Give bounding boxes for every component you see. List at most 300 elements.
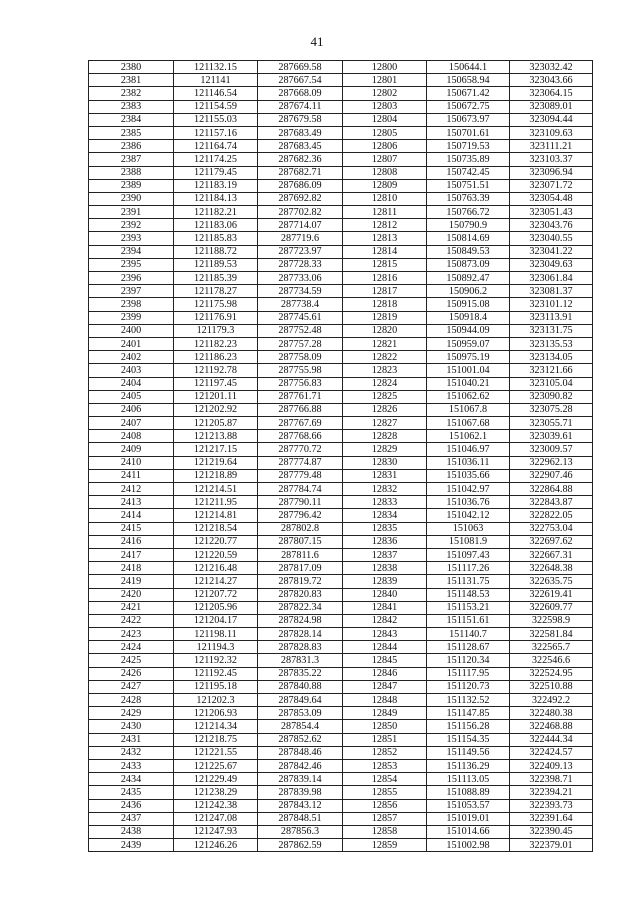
x-coordinate-right: 151113.05	[427, 773, 510, 786]
x-coordinate-right: 151149.56	[427, 746, 510, 759]
point-id-right: 12852	[343, 746, 427, 759]
y-coordinate-left: 287702.82	[258, 206, 343, 219]
table-row	[89, 469, 593, 482]
x-coordinate-right: 150751.51	[427, 179, 510, 192]
x-coordinate-left: 121189.53	[174, 258, 258, 271]
point-id-left: 2421	[89, 601, 174, 614]
table-row	[89, 812, 593, 825]
x-coordinate-left: 121220.77	[174, 535, 258, 548]
point-id-right: 12829	[343, 443, 427, 456]
y-coordinate-left: 287849.64	[258, 694, 343, 707]
table-row	[89, 153, 593, 166]
coordinate-table-container	[88, 60, 592, 852]
y-coordinate-left: 287848.51	[258, 812, 343, 825]
x-coordinate-left: 121217.15	[174, 443, 258, 456]
y-coordinate-right: 322393.73	[510, 799, 593, 812]
x-coordinate-left: 121214.81	[174, 509, 258, 522]
x-coordinate-right: 150873.09	[427, 258, 510, 271]
x-coordinate-left: 121202.92	[174, 403, 258, 416]
table-row	[89, 74, 593, 87]
x-coordinate-left: 121246.26	[174, 839, 258, 852]
x-coordinate-right: 150742.45	[427, 166, 510, 179]
y-coordinate-right: 323134.05	[510, 351, 593, 364]
point-id-right: 12818	[343, 298, 427, 311]
table-row	[89, 496, 593, 509]
x-coordinate-left: 121206.93	[174, 707, 258, 720]
point-id-left: 2400	[89, 324, 174, 337]
y-coordinate-left: 287839.14	[258, 773, 343, 786]
point-id-right: 12802	[343, 87, 427, 100]
x-coordinate-left: 121183.06	[174, 219, 258, 232]
y-coordinate-left: 287728.33	[258, 258, 343, 271]
point-id-right: 12801	[343, 74, 427, 87]
y-coordinate-left: 287822.34	[258, 601, 343, 614]
y-coordinate-left: 287790.11	[258, 496, 343, 509]
x-coordinate-right: 151120.73	[427, 680, 510, 693]
point-id-right: 12853	[343, 759, 427, 772]
point-id-right: 12827	[343, 417, 427, 430]
point-id-left: 2428	[89, 694, 174, 707]
point-id-right: 12831	[343, 469, 427, 482]
x-coordinate-right: 151014.66	[427, 825, 510, 838]
point-id-left: 2416	[89, 535, 174, 548]
x-coordinate-right: 150849.53	[427, 245, 510, 258]
y-coordinate-right: 322962.13	[510, 456, 593, 469]
x-coordinate-right: 151035.66	[427, 469, 510, 482]
table-row	[89, 417, 593, 430]
point-id-left: 2409	[89, 443, 174, 456]
y-coordinate-right: 323075.28	[510, 403, 593, 416]
y-coordinate-right: 323055.71	[510, 417, 593, 430]
point-id-left: 2430	[89, 720, 174, 733]
x-coordinate-right: 151062.62	[427, 390, 510, 403]
y-coordinate-right: 322444.34	[510, 733, 593, 746]
table-row	[89, 548, 593, 561]
point-id-left: 2436	[89, 799, 174, 812]
x-coordinate-right: 151002.98	[427, 839, 510, 852]
y-coordinate-left: 287839.98	[258, 786, 343, 799]
y-coordinate-right: 322424.57	[510, 746, 593, 759]
point-id-right: 12805	[343, 126, 427, 139]
y-coordinate-right: 323111.21	[510, 140, 593, 153]
x-coordinate-right: 151088.89	[427, 786, 510, 799]
point-id-right: 12811	[343, 206, 427, 219]
x-coordinate-right: 150892.47	[427, 272, 510, 285]
y-coordinate-right: 322635.75	[510, 575, 593, 588]
point-id-right: 12826	[343, 403, 427, 416]
y-coordinate-left: 287757.28	[258, 337, 343, 350]
point-id-left: 2397	[89, 285, 174, 298]
point-id-right: 12810	[343, 192, 427, 205]
table-row	[89, 456, 593, 469]
y-coordinate-right: 322667.31	[510, 548, 593, 561]
y-coordinate-left: 287686.09	[258, 179, 343, 192]
x-coordinate-right: 151136.29	[427, 759, 510, 772]
x-coordinate-right: 151040.21	[427, 377, 510, 390]
table-row	[89, 390, 593, 403]
x-coordinate-right: 151036.11	[427, 456, 510, 469]
y-coordinate-right: 322510.88	[510, 680, 593, 693]
y-coordinate-left: 287854.4	[258, 720, 343, 733]
table-row	[89, 799, 593, 812]
point-id-right: 12809	[343, 179, 427, 192]
x-coordinate-right: 151001.04	[427, 364, 510, 377]
table-row	[89, 522, 593, 535]
table-row	[89, 786, 593, 799]
y-coordinate-left: 287758.09	[258, 351, 343, 364]
table-row	[89, 140, 593, 153]
y-coordinate-right: 323113.91	[510, 311, 593, 324]
table-row	[89, 707, 593, 720]
x-coordinate-left: 121211.95	[174, 496, 258, 509]
x-coordinate-right: 151156.28	[427, 720, 510, 733]
y-coordinate-right: 322648.38	[510, 562, 593, 575]
x-coordinate-left: 121214.34	[174, 720, 258, 733]
x-coordinate-right: 151053.57	[427, 799, 510, 812]
x-coordinate-right: 150735.89	[427, 153, 510, 166]
y-coordinate-left: 287768.66	[258, 430, 343, 443]
y-coordinate-left: 287784.74	[258, 483, 343, 496]
y-coordinate-right: 322619.41	[510, 588, 593, 601]
x-coordinate-right: 150915.08	[427, 298, 510, 311]
y-coordinate-right: 323105.04	[510, 377, 593, 390]
point-id-right: 12857	[343, 812, 427, 825]
point-id-left: 2414	[89, 509, 174, 522]
point-id-left: 2381	[89, 74, 174, 87]
y-coordinate-right: 322391.64	[510, 812, 593, 825]
table-row	[89, 483, 593, 496]
y-coordinate-left: 287828.83	[258, 641, 343, 654]
point-id-left: 2406	[89, 403, 174, 416]
table-row	[89, 298, 593, 311]
point-id-right: 12842	[343, 614, 427, 627]
x-coordinate-left: 121186.23	[174, 351, 258, 364]
page-number: 41	[310, 34, 324, 49]
x-coordinate-right: 150671.42	[427, 87, 510, 100]
point-id-right: 12807	[343, 153, 427, 166]
table-row	[89, 773, 593, 786]
point-id-left: 2426	[89, 667, 174, 680]
table-row	[89, 535, 593, 548]
y-coordinate-left: 287862.59	[258, 839, 343, 852]
y-coordinate-left: 287668.09	[258, 87, 343, 100]
x-coordinate-left: 121247.08	[174, 812, 258, 825]
table-row	[89, 614, 593, 627]
table-row	[89, 654, 593, 667]
point-id-right: 12804	[343, 113, 427, 126]
x-coordinate-right: 150790.9	[427, 219, 510, 232]
table-row	[89, 258, 593, 271]
y-coordinate-right: 322468.88	[510, 720, 593, 733]
x-coordinate-right: 151062.1	[427, 430, 510, 443]
y-coordinate-right: 322697.62	[510, 535, 593, 548]
point-id-left: 2389	[89, 179, 174, 192]
x-coordinate-right: 151131.75	[427, 575, 510, 588]
y-coordinate-left: 287682.71	[258, 166, 343, 179]
x-coordinate-left: 121225.67	[174, 759, 258, 772]
point-id-left: 2438	[89, 825, 174, 838]
y-coordinate-left: 287733.06	[258, 272, 343, 285]
point-id-right: 12819	[343, 311, 427, 324]
point-id-left: 2423	[89, 628, 174, 641]
x-coordinate-left: 121216.48	[174, 562, 258, 575]
point-id-left: 2405	[89, 390, 174, 403]
x-coordinate-right: 150975.19	[427, 351, 510, 364]
y-coordinate-left: 287770.72	[258, 443, 343, 456]
point-id-left: 2413	[89, 496, 174, 509]
y-coordinate-left: 287820.83	[258, 588, 343, 601]
y-coordinate-left: 287714.07	[258, 219, 343, 232]
x-coordinate-left: 121176.91	[174, 311, 258, 324]
table-row	[89, 245, 593, 258]
point-id-left: 2388	[89, 166, 174, 179]
x-coordinate-left: 121194.3	[174, 641, 258, 654]
x-coordinate-right: 151063	[427, 522, 510, 535]
point-id-left: 2393	[89, 232, 174, 245]
point-id-left: 2408	[89, 430, 174, 443]
point-id-left: 2411	[89, 469, 174, 482]
y-coordinate-right: 322398.71	[510, 773, 593, 786]
y-coordinate-right: 322907.46	[510, 469, 593, 482]
point-id-right: 12850	[343, 720, 427, 733]
x-coordinate-right: 151046.97	[427, 443, 510, 456]
x-coordinate-left: 121174.25	[174, 153, 258, 166]
y-coordinate-left: 287779.48	[258, 469, 343, 482]
y-coordinate-left: 287745.61	[258, 311, 343, 324]
point-id-left: 2412	[89, 483, 174, 496]
y-coordinate-right: 323071.72	[510, 179, 593, 192]
point-id-right: 12833	[343, 496, 427, 509]
y-coordinate-left: 287802.8	[258, 522, 343, 535]
y-coordinate-right: 322565.7	[510, 641, 593, 654]
y-coordinate-left: 287835.22	[258, 667, 343, 680]
point-id-left: 2432	[89, 746, 174, 759]
x-coordinate-left: 121214.51	[174, 483, 258, 496]
point-id-right: 12859	[343, 839, 427, 852]
point-id-right: 12806	[343, 140, 427, 153]
table-row	[89, 377, 593, 390]
table-row	[89, 575, 593, 588]
table-row	[89, 839, 593, 852]
table-row	[89, 680, 593, 693]
y-coordinate-left: 287774.87	[258, 456, 343, 469]
x-coordinate-left: 121183.19	[174, 179, 258, 192]
point-id-right: 12855	[343, 786, 427, 799]
point-id-left: 2433	[89, 759, 174, 772]
point-id-right: 12848	[343, 694, 427, 707]
y-coordinate-right: 322546.6	[510, 654, 593, 667]
x-coordinate-left: 121175.98	[174, 298, 258, 311]
point-id-right: 12808	[343, 166, 427, 179]
x-coordinate-left: 121221.55	[174, 746, 258, 759]
y-coordinate-right: 322492.2	[510, 694, 593, 707]
x-coordinate-left: 121214.27	[174, 575, 258, 588]
x-coordinate-left: 121146.54	[174, 87, 258, 100]
y-coordinate-right: 323101.12	[510, 298, 593, 311]
y-coordinate-left: 287761.71	[258, 390, 343, 403]
y-coordinate-right: 323043.76	[510, 219, 593, 232]
x-coordinate-left: 121218.75	[174, 733, 258, 746]
table-row	[89, 324, 593, 337]
table-row	[89, 100, 593, 113]
table-row	[89, 825, 593, 838]
x-coordinate-right: 151147.85	[427, 707, 510, 720]
point-id-left: 2407	[89, 417, 174, 430]
point-id-right: 12858	[343, 825, 427, 838]
table-row	[89, 126, 593, 139]
table-row	[89, 759, 593, 772]
x-coordinate-left: 121179.45	[174, 166, 258, 179]
x-coordinate-left: 121184.13	[174, 192, 258, 205]
table-row	[89, 364, 593, 377]
y-coordinate-right: 323094.44	[510, 113, 593, 126]
table-row	[89, 720, 593, 733]
point-id-left: 2401	[89, 337, 174, 350]
point-id-left: 2391	[89, 206, 174, 219]
point-id-left: 2431	[89, 733, 174, 746]
x-coordinate-left: 121178.27	[174, 285, 258, 298]
x-coordinate-left: 121157.16	[174, 126, 258, 139]
x-coordinate-left: 121207.72	[174, 588, 258, 601]
x-coordinate-left: 121132.15	[174, 61, 258, 74]
point-id-left: 2410	[89, 456, 174, 469]
table-row	[89, 562, 593, 575]
y-coordinate-left: 287719.6	[258, 232, 343, 245]
point-id-right: 12840	[343, 588, 427, 601]
x-coordinate-left: 121198.11	[174, 628, 258, 641]
y-coordinate-left: 287828.14	[258, 628, 343, 641]
x-coordinate-right: 150763.39	[427, 192, 510, 205]
x-coordinate-right: 150906.2	[427, 285, 510, 298]
point-id-left: 2384	[89, 113, 174, 126]
y-coordinate-right: 323135.53	[510, 337, 593, 350]
point-id-right: 12815	[343, 258, 427, 271]
x-coordinate-left: 121141	[174, 74, 258, 87]
table-row	[89, 403, 593, 416]
x-coordinate-left: 121179.3	[174, 324, 258, 337]
x-coordinate-left: 121182.21	[174, 206, 258, 219]
x-coordinate-left: 121218.54	[174, 522, 258, 535]
x-coordinate-left: 121205.96	[174, 601, 258, 614]
point-id-left: 2398	[89, 298, 174, 311]
table-row	[89, 61, 593, 74]
table-row	[89, 694, 593, 707]
point-id-right: 12816	[343, 272, 427, 285]
y-coordinate-right: 322524.95	[510, 667, 593, 680]
x-coordinate-left: 121185.83	[174, 232, 258, 245]
point-id-left: 2419	[89, 575, 174, 588]
y-coordinate-left: 287840.88	[258, 680, 343, 693]
point-id-left: 2434	[89, 773, 174, 786]
point-id-left: 2403	[89, 364, 174, 377]
point-id-right: 12847	[343, 680, 427, 693]
point-id-left: 2395	[89, 258, 174, 271]
point-id-left: 2417	[89, 548, 174, 561]
point-id-left: 2420	[89, 588, 174, 601]
x-coordinate-left: 121220.59	[174, 548, 258, 561]
point-id-right: 12820	[343, 324, 427, 337]
x-coordinate-right: 151140.7	[427, 628, 510, 641]
y-coordinate-left: 287852.62	[258, 733, 343, 746]
y-coordinate-right: 323009.57	[510, 443, 593, 456]
point-id-right: 12824	[343, 377, 427, 390]
point-id-right: 12843	[343, 628, 427, 641]
point-id-right: 12839	[343, 575, 427, 588]
x-coordinate-left: 121247.93	[174, 825, 258, 838]
point-id-right: 12828	[343, 430, 427, 443]
y-coordinate-right: 322581.84	[510, 628, 593, 641]
point-id-right: 12851	[343, 733, 427, 746]
table-row	[89, 443, 593, 456]
x-coordinate-right: 151148.53	[427, 588, 510, 601]
y-coordinate-left: 287723.97	[258, 245, 343, 258]
point-id-left: 2385	[89, 126, 174, 139]
x-coordinate-right: 151132.52	[427, 694, 510, 707]
y-coordinate-right: 322753.04	[510, 522, 593, 535]
x-coordinate-left: 121242.38	[174, 799, 258, 812]
point-id-right: 12837	[343, 548, 427, 561]
y-coordinate-right: 323051.43	[510, 206, 593, 219]
point-id-right: 12845	[343, 654, 427, 667]
x-coordinate-right: 151067.68	[427, 417, 510, 430]
y-coordinate-right: 323043.66	[510, 74, 593, 87]
x-coordinate-left: 121202.3	[174, 694, 258, 707]
y-coordinate-left: 287819.72	[258, 575, 343, 588]
y-coordinate-right: 323096.94	[510, 166, 593, 179]
y-coordinate-right: 322843.87	[510, 496, 593, 509]
y-coordinate-left: 287683.49	[258, 126, 343, 139]
y-coordinate-right: 322864.88	[510, 483, 593, 496]
x-coordinate-left: 121154.59	[174, 100, 258, 113]
y-coordinate-left: 287683.45	[258, 140, 343, 153]
y-coordinate-left: 287738.4	[258, 298, 343, 311]
point-id-left: 2380	[89, 61, 174, 74]
point-id-right: 12832	[343, 483, 427, 496]
point-id-right: 12856	[343, 799, 427, 812]
point-id-left: 2392	[89, 219, 174, 232]
point-id-left: 2439	[89, 839, 174, 852]
x-coordinate-left: 121204.17	[174, 614, 258, 627]
y-coordinate-right: 323039.61	[510, 430, 593, 443]
y-coordinate-left: 287842.46	[258, 759, 343, 772]
y-coordinate-right: 323061.84	[510, 272, 593, 285]
table-row	[89, 192, 593, 205]
point-id-right: 12854	[343, 773, 427, 786]
x-coordinate-left: 121195.18	[174, 680, 258, 693]
x-coordinate-left: 121192.78	[174, 364, 258, 377]
x-coordinate-left: 121213.88	[174, 430, 258, 443]
point-id-left: 2422	[89, 614, 174, 627]
point-id-right: 12814	[343, 245, 427, 258]
y-coordinate-right: 323054.48	[510, 192, 593, 205]
y-coordinate-right: 322390.45	[510, 825, 593, 838]
point-id-right: 12803	[343, 100, 427, 113]
x-coordinate-right: 151117.95	[427, 667, 510, 680]
table-row	[89, 733, 593, 746]
point-id-left: 2429	[89, 707, 174, 720]
x-coordinate-left: 121192.32	[174, 654, 258, 667]
table-row	[89, 667, 593, 680]
y-coordinate-left: 287843.12	[258, 799, 343, 812]
point-id-right: 12813	[343, 232, 427, 245]
point-id-left: 2386	[89, 140, 174, 153]
table-row	[89, 219, 593, 232]
x-coordinate-right: 151081.9	[427, 535, 510, 548]
point-id-left: 2399	[89, 311, 174, 324]
y-coordinate-right: 323103.37	[510, 153, 593, 166]
table-row	[89, 588, 593, 601]
y-coordinate-left: 287817.09	[258, 562, 343, 575]
